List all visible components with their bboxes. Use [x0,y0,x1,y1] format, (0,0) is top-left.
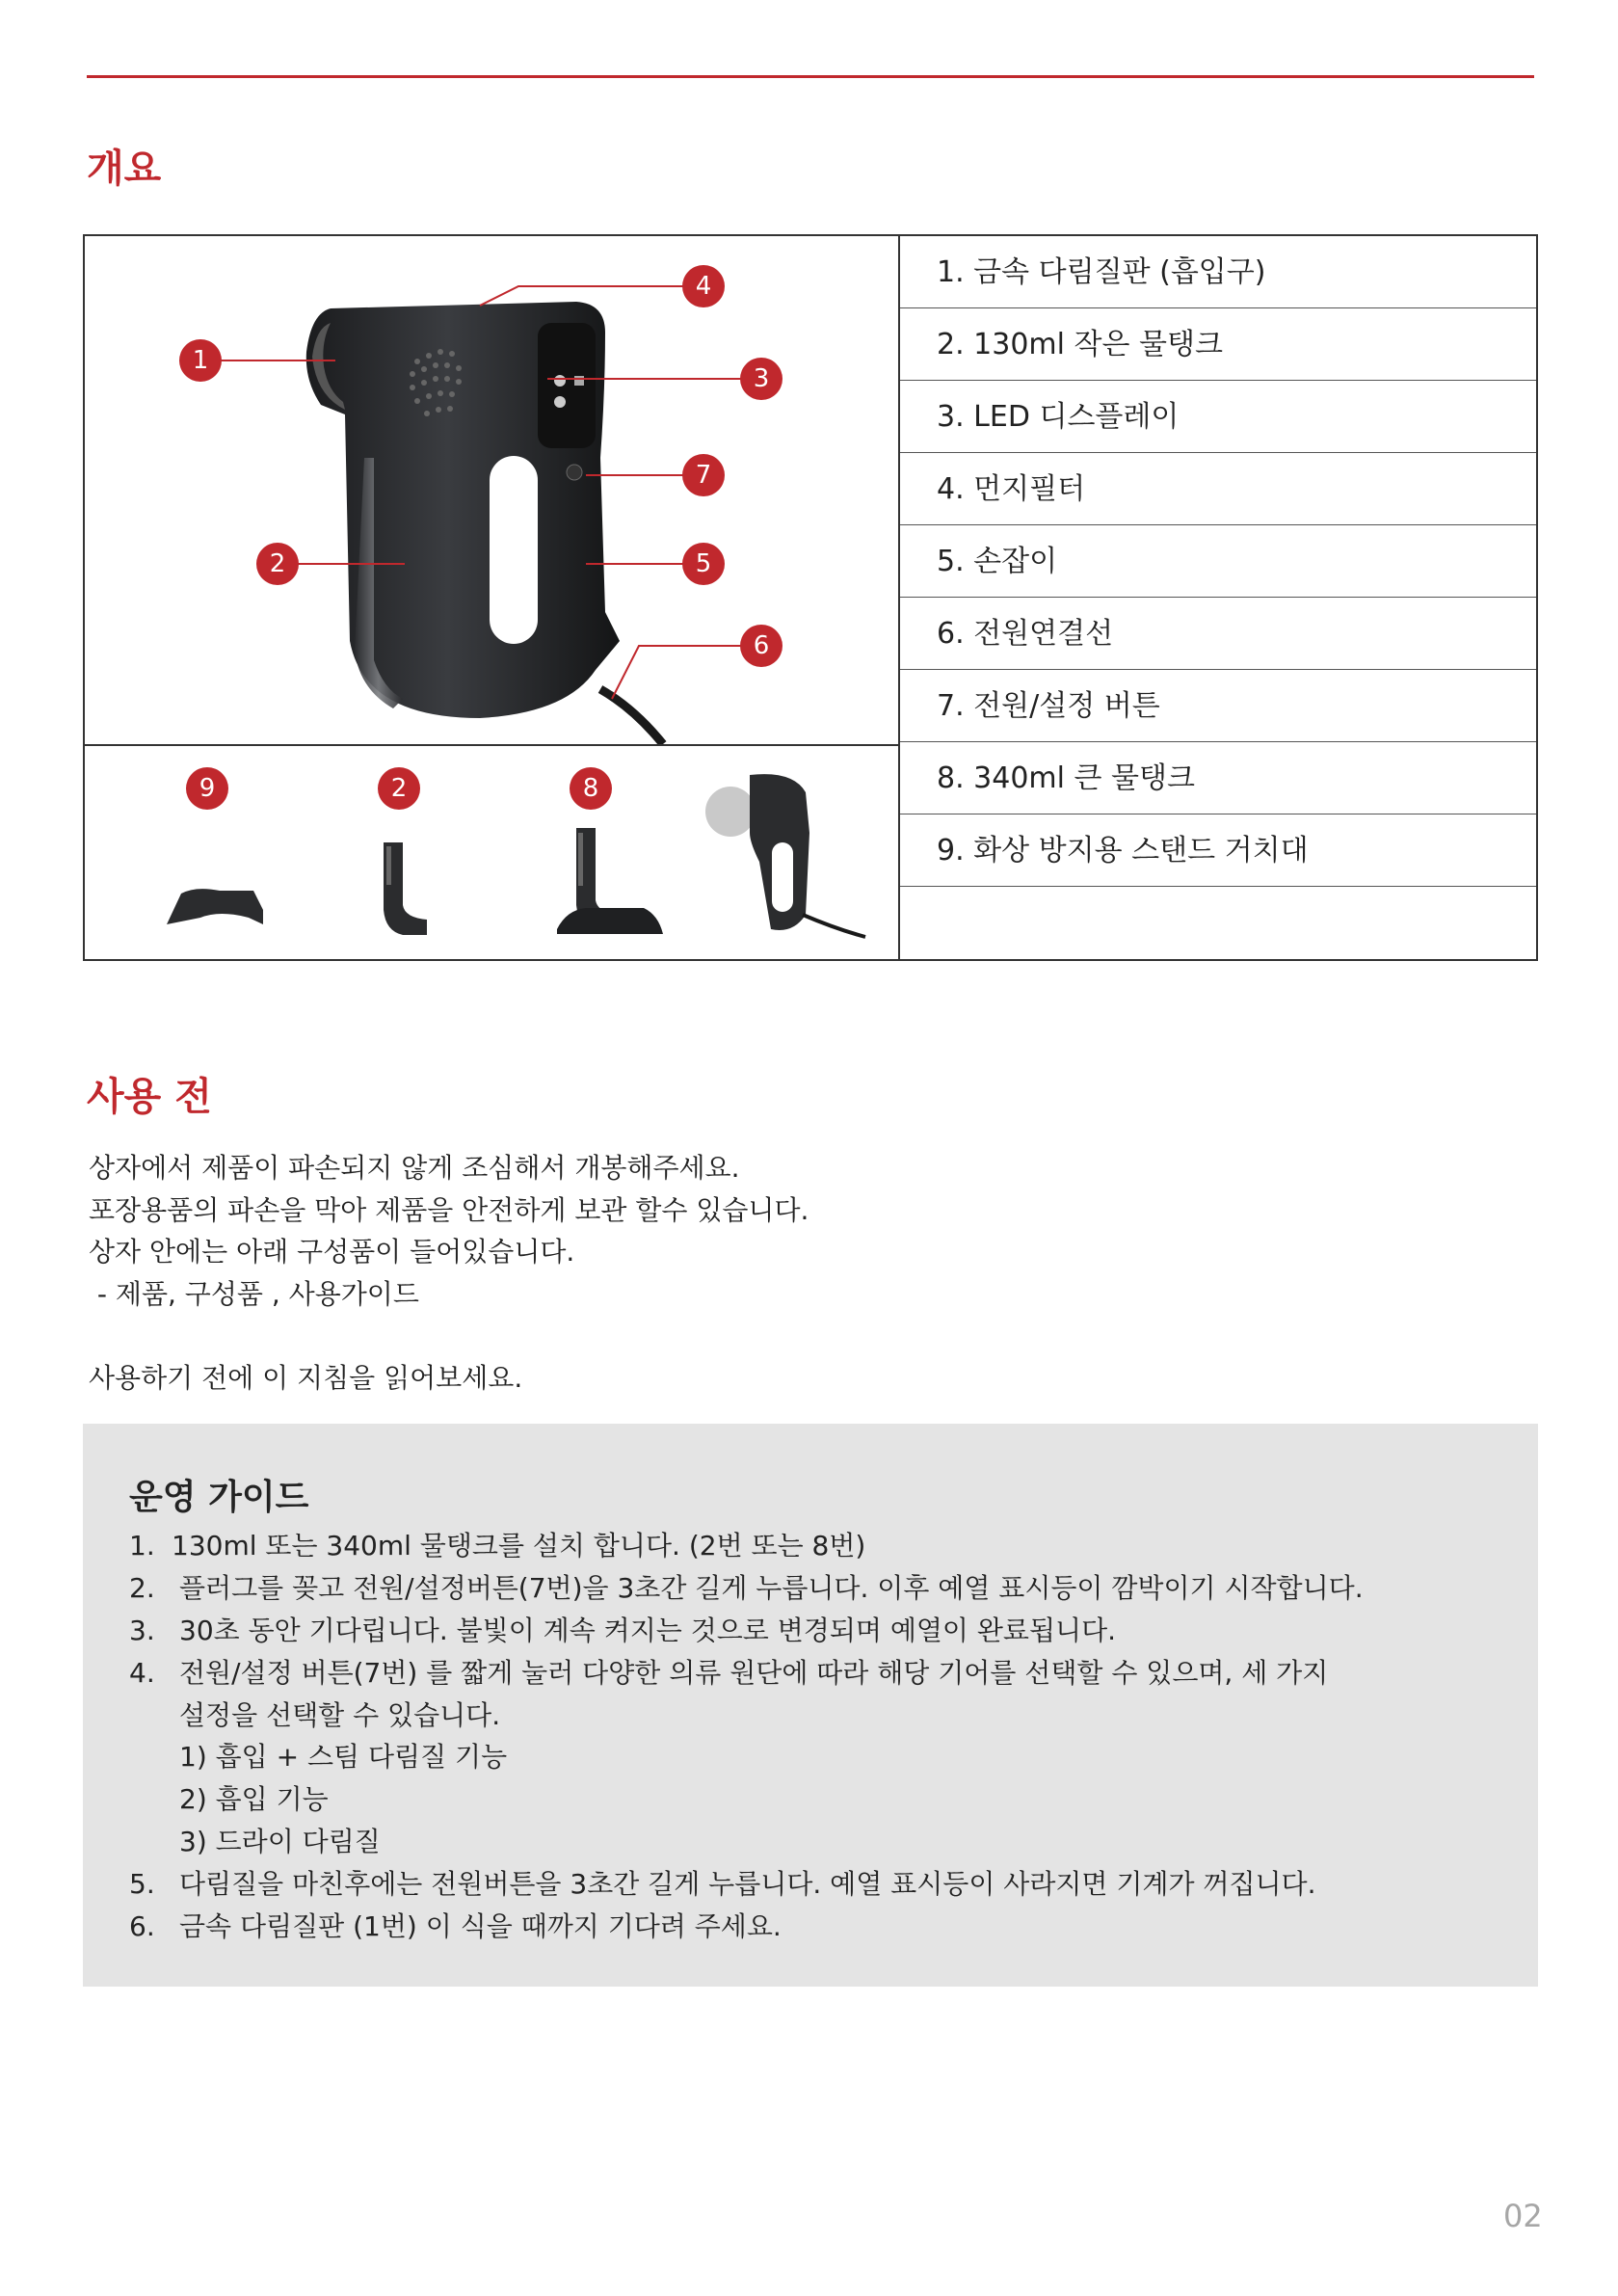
guide-step-continued: 설정을 선택할 수 있습니다. [179,1699,501,1731]
svg-text:4: 4 [695,272,712,301]
callout-4 [682,265,725,307]
callout-2-acc [378,767,420,810]
intro-note: 사용하기 전에 이 지침을 읽어보세요. [89,1361,523,1394]
steamer-side-image [705,774,865,937]
svg-text:6: 6 [753,631,770,660]
intro-line: 상자에서 제품이 파손되지 않게 조심해서 개봉해주세요. [89,1152,740,1184]
callout-9 [186,767,228,810]
legend-item: 7. 전원/설정 버튼 [900,670,1536,742]
guide-step: 5. 다림질을 마친후에는 전원버튼을 3초간 길게 누릅니다. 예열 표시등이 사라지면 기계가 꺼집니다. [129,1868,1316,1900]
accessories-row [85,746,900,959]
intro-line: - 제품, 구성품 , 사용가이드 [89,1277,419,1310]
svg-text:2: 2 [269,549,286,578]
guide-mode: 3) 드라이 다림질 [179,1826,381,1857]
svg-text:3: 3 [753,364,770,393]
overview-title: 개요 [87,147,162,191]
accessories-illustration [85,746,898,957]
parts-legend [900,236,1536,959]
page-number: 02 [1503,2198,1543,2234]
guide-mode: 1) 흡입 + 스팀 다림질 기능 [179,1741,508,1773]
operation-guide-box [83,1424,1538,1987]
guide-step: 1. 130ml 또는 340ml 물탱크를 설치 합니다. (2번 또는 8번) [129,1530,866,1562]
callout-5 [682,543,725,585]
legend-item: 5. 손잡이 [900,525,1536,598]
before-use-text [89,1147,809,1399]
top-rule [87,75,1534,78]
callout-3 [740,358,782,400]
guide-step: 6. 금속 다림질판 (1번) 이 식을 때까지 기다려 주세요. [129,1910,782,1942]
callout-7 [682,454,725,496]
steamer-illustration [85,236,898,744]
callout-6 [740,625,782,667]
svg-text:8: 8 [582,774,599,803]
callout-1 [179,339,222,382]
large-tank-image [557,828,663,934]
guide-title: 운영 가이드 [129,1478,309,1517]
legend-item: 4. 먼지필터 [900,453,1536,525]
svg-text:7: 7 [695,461,712,490]
callout-8 [570,767,612,810]
guide-step: 3. 30초 동안 기다립니다. 불빛이 계속 켜지는 것으로 변경되며 예열이 완료됩니다. [129,1615,1117,1646]
legend-item: 2. 130ml 작은 물탱크 [900,308,1536,381]
legend-item: 8. 340ml 큰 물탱크 [900,742,1536,814]
svg-text:1: 1 [192,346,209,375]
product-diagram [85,236,900,746]
before-use-title: 사용 전 [87,1075,212,1119]
guide-step: 2. 플러그를 꽂고 전원/설정버튼(7번)을 3초간 길게 누릅니다. 이후 예열 표시등이 깜박이기 시작합니다. [129,1572,1364,1604]
legend-item: 6. 전원연결선 [900,598,1536,670]
stand-holder-image [167,889,263,924]
guide-mode: 2) 흡입 기능 [179,1783,329,1815]
intro-line: 상자 안에는 아래 구성품이 들어있습니다. [89,1236,575,1268]
svg-text:9: 9 [199,774,216,803]
legend-item-empty [900,887,1536,959]
guide-steps [129,1525,1364,1948]
intro-line: 포장용품의 파손을 막아 제품을 안전하게 보관 할수 있습니다. [89,1193,809,1226]
spacer [89,1315,809,1357]
legend-item: 3. LED 디스플레이 [900,381,1536,453]
legend-item: 1. 금속 다림질판 (흡입구) [900,236,1536,308]
svg-text:5: 5 [695,549,712,578]
steamer-body [306,302,663,744]
guide-step: 4. 전원/설정 버튼(7번) 를 짧게 눌러 다양한 의류 원단에 따라 해당 기어를 선택할 수 있으며, 세 가지 [129,1657,1329,1689]
callout-2 [256,543,299,585]
parts-table [83,234,1538,961]
legend-item: 9. 화상 방지용 스탠드 거치대 [900,814,1536,887]
svg-text:2: 2 [390,774,408,803]
small-tank-image [384,842,427,935]
